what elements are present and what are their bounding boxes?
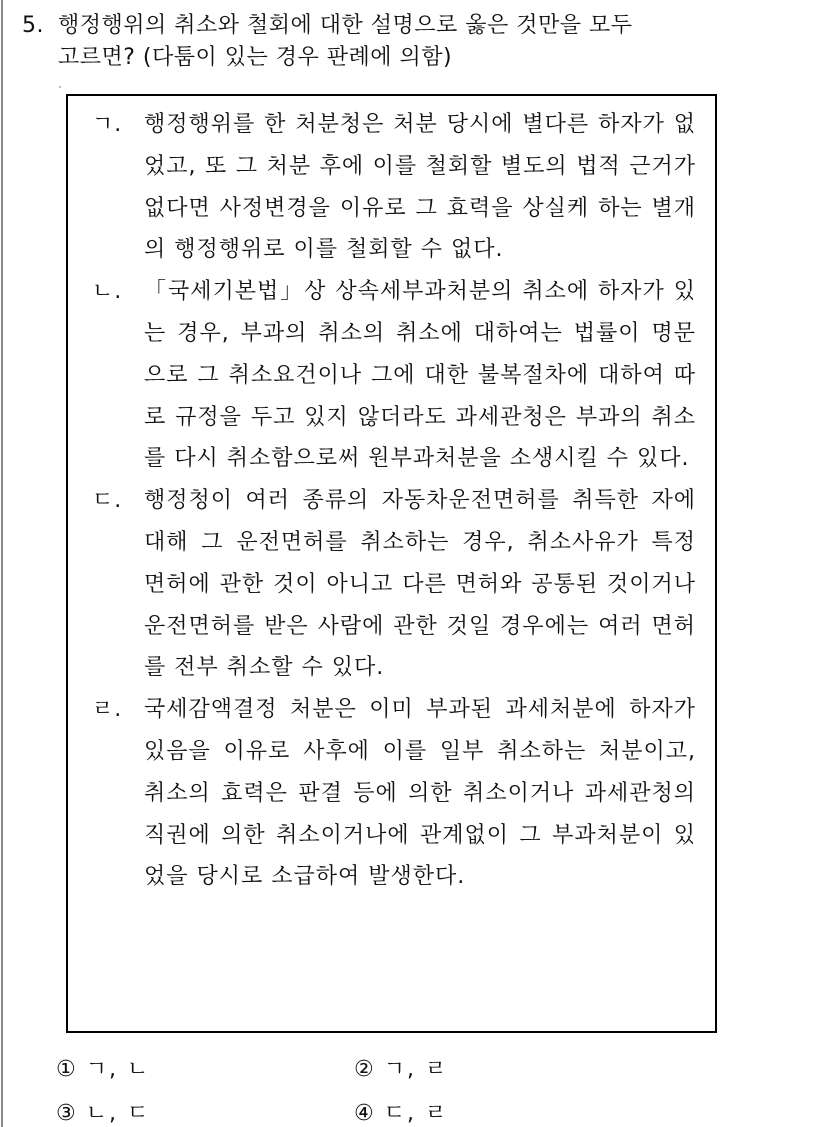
- choice-1[interactable]: [56, 1052, 150, 1083]
- choice-number: ①: [56, 1057, 78, 1082]
- statement-item-c: [92, 480, 696, 689]
- statement-text: 행정행위를 한 처분청은 처분 당시에 별다른 하자가 없었고, 또 그 처분 후에 이를 철회할 별도의 법적 근거가 없다면 사정변경을 이유로 그 효력을 상실케 하는 별개의 행정행위로 이를 철회할 수 없다.: [144, 112, 696, 263]
- question-stem: [22, 10, 792, 74]
- choice-number: ③: [56, 1101, 78, 1126]
- choice-number: ④: [354, 1101, 376, 1126]
- statement-item-d: [92, 689, 696, 898]
- statement-marker: ㄹ.: [92, 697, 123, 723]
- choice-4[interactable]: [354, 1096, 448, 1127]
- statement-marker: ㄴ.: [92, 279, 123, 305]
- statement-text: 국세감액결정 처분은 이미 부과된 과세처분에 하자가 있음을 이유로 사후에 이를 일부 취소하는 처분이고, 취소의 효력은 판결 등에 의한 취소이거나 과세관청의 직권에 의한 취소이거나에 관계없이 그 부과처분이 있었을 당시로 소급하여 발생한다.: [144, 697, 696, 890]
- choice-label: ㄱ, ㄹ: [383, 1057, 449, 1082]
- stray-dot: [59, 86, 61, 88]
- page-left-border: [1, 0, 3, 1127]
- choice-3[interactable]: [56, 1096, 150, 1127]
- statement-item-a: [92, 104, 696, 271]
- statements-box: [66, 94, 717, 1033]
- question-number: 5.: [22, 13, 44, 38]
- statement-marker: ㄷ.: [92, 488, 123, 514]
- question-text-line2: 고르면? (다툼이 있는 경우 판례에 의함): [58, 45, 453, 70]
- statement-item-b: [92, 271, 696, 480]
- choice-label: ㄷ, ㄹ: [383, 1101, 449, 1126]
- choice-2[interactable]: [354, 1052, 448, 1083]
- statement-list: [92, 104, 696, 898]
- choice-label: ㄴ, ㄷ: [85, 1101, 151, 1126]
- choice-label: ㄱ, ㄴ: [85, 1057, 151, 1082]
- choice-number: ②: [354, 1057, 376, 1082]
- question-text-line1: 행정행위의 취소와 철회에 대한 설명으로 옳은 것만을 모두: [58, 13, 633, 38]
- statement-marker: ㄱ.: [92, 112, 123, 137]
- statement-text: 「국세기본법」상 상속세부과처분의 취소에 하자가 있는 경우, 부과의 취소의 취소에 대하여는 법률이 명문으로 그 취소요건이나 그에 대한 불복절차에 대하여 따로 규정을 두고 있지 않더라도 과세관청은 부과의 취소를 다시 취소함으로써 원부과처분을 소생시킬 수 있다.: [144, 279, 696, 472]
- statement-text: 행정청이 여러 종류의 자동차운전면허를 취득한 자에 대해 그 운전면허를 취소하는 경우, 취소사유가 특정 면허에 관한 것이 아니고 다른 면허와 공통된 것이거나 운전면허를 받은 사람에 관한 것일 경우에는 여러 면허를 전부 취소할 수 있다.: [144, 488, 696, 681]
